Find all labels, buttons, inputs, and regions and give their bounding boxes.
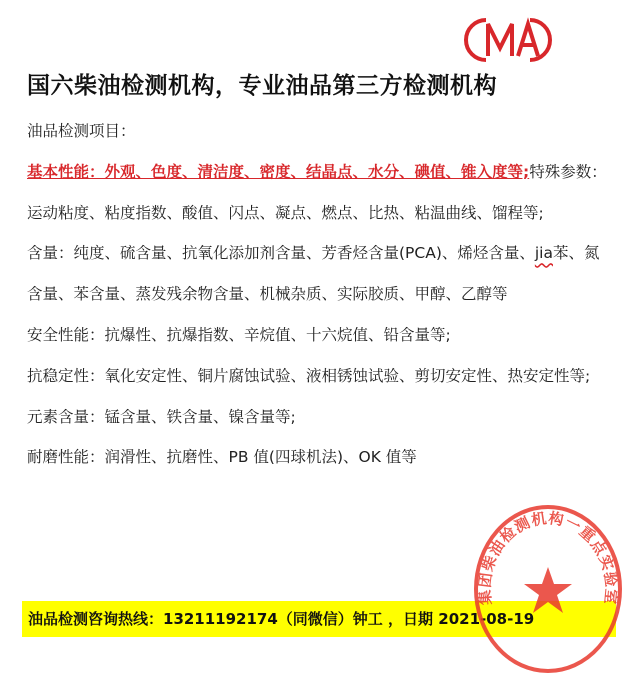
seal-star-icon (524, 567, 572, 613)
hotline-banner: 油品检测咨询热线：13211192174（同微信）钟工 ，日期 2021-08-19 (22, 601, 616, 637)
cma-logo (462, 14, 554, 66)
document-body (27, 111, 612, 478)
page-title: 国六柴油检测机构，专业油品第三方检测机构 (27, 73, 497, 99)
misspelled-word: jia (534, 244, 553, 263)
special-parameters: 特殊参数：运动粘度、粘度指数、酸值、闪点、凝点、燃点、比热、粘温曲线、馏程等; (27, 162, 607, 222)
safety-paragraph: 安全性能：抗爆性、抗爆指数、辛烷值、十六烷值、铅含量等; (27, 325, 451, 344)
elements-paragraph: 元素含量：锰含量、铁含量、镍含量等; (27, 407, 296, 426)
content-text-b: 苯、氮含量、苯含量、蒸发残余物含量、机械杂质、实际胶质、甲醇、乙醇等 (27, 244, 600, 304)
content-text-a: 含量：纯度、硫含量、抗氧化添加剂含量、芳香烃含量(PCA)、烯烃含量、 (27, 244, 535, 263)
basic-properties-paragraph (27, 152, 612, 234)
company-seal (467, 497, 624, 682)
seal-text: 集团柴油检测机构一重点实验室 (475, 509, 621, 606)
wear-paragraph: 耐磨性能：润滑性、抗磨性、PB 值(四球机法)、OK 值等 (27, 448, 417, 467)
intro-line: 油品检测项目： (27, 122, 136, 140)
stability-paragraph: 抗稳定性：氧化安定性、铜片腐蚀试验、液相锈蚀试验、剪切安定性、热安定性等; (27, 366, 591, 385)
content-paragraph (27, 233, 612, 315)
basic-properties-heading: 基本性能：外观、色度、清洁度、密度、结晶点、水分、碘值、锥入度等; (27, 162, 530, 181)
